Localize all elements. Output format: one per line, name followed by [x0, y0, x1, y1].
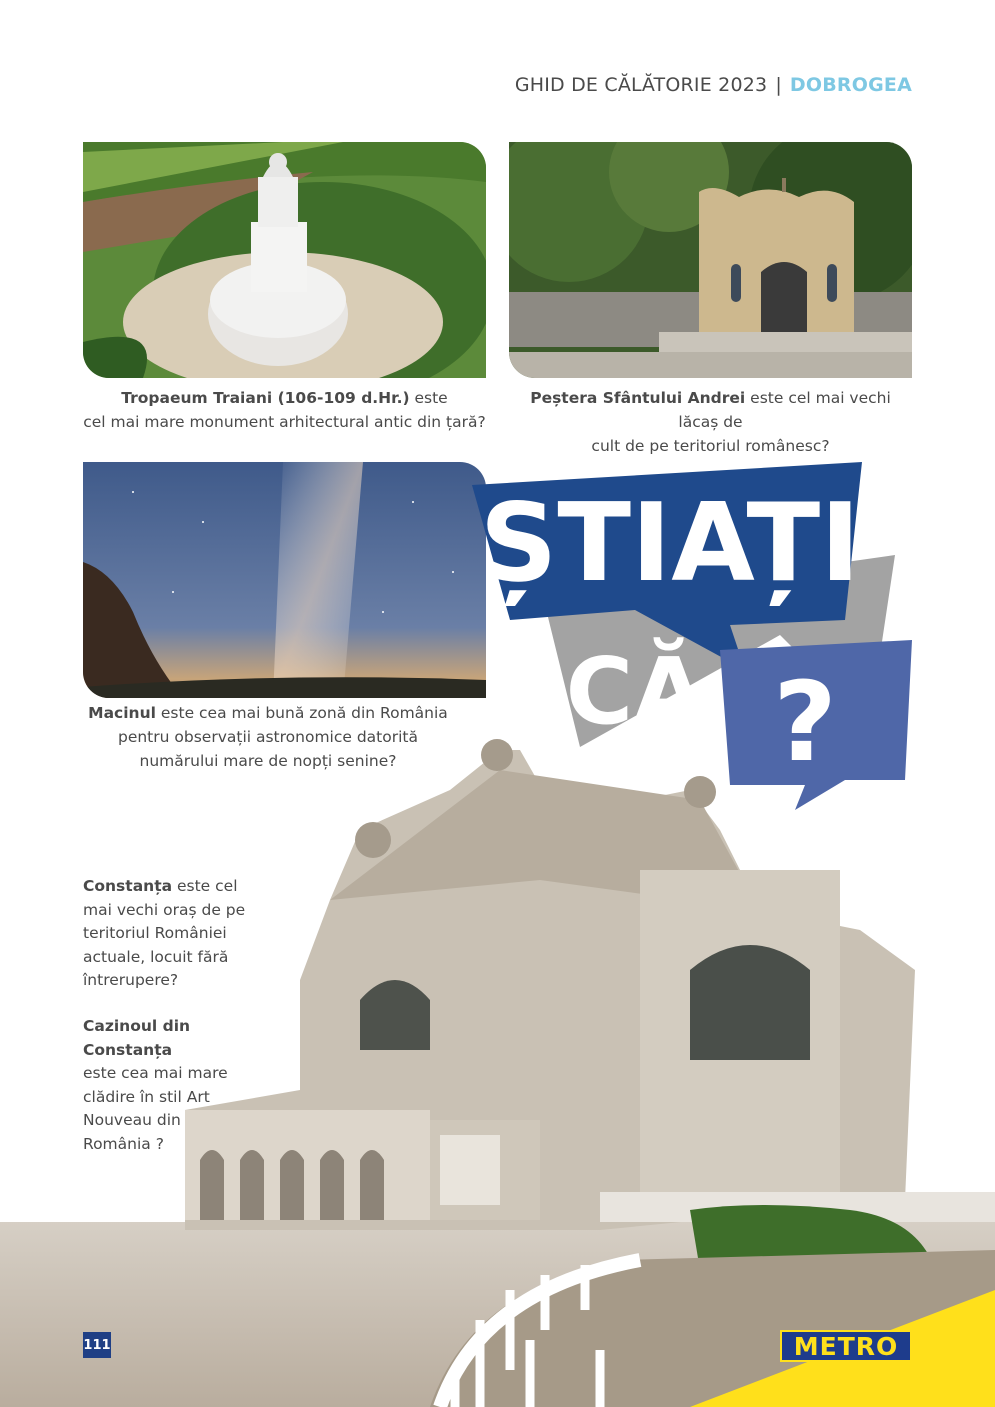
fact-title: Cazinoul din Constanța	[83, 1017, 191, 1059]
macin-night-sky-photo	[83, 462, 486, 698]
fact-line: întrerupere?	[83, 971, 179, 989]
caption-text: este	[409, 389, 448, 407]
page-number: 111	[83, 1332, 111, 1358]
caption-text: este cea mai bună zonă din România	[155, 704, 448, 722]
caption-text: cel mai mare monument arhitectural antic din țară?	[83, 413, 486, 431]
fact-constanta	[83, 875, 253, 993]
caption-tropaeum	[83, 386, 486, 434]
fact-line: teritoriul României	[83, 924, 227, 942]
banner-question-mark: ?	[773, 658, 837, 786]
fact-line: este cea mai mare	[83, 1064, 228, 1082]
page-header	[515, 74, 912, 96]
fact-line: actuale, locuit fără	[83, 947, 229, 966]
caption-text: numărului mare de nopți senine?	[139, 752, 397, 770]
tropaeum-traiani-photo	[83, 142, 486, 378]
caption-title: Tropaeum Traiani (106-109 d.Hr.)	[121, 389, 410, 407]
caption-text: este cel mai vechi lăcaș de	[678, 389, 891, 431]
caption-text: pentru observații astronomice datorită	[117, 728, 418, 746]
fact-line: Nouveau din România ?	[83, 1111, 181, 1153]
fact-cazinoul	[83, 1015, 253, 1156]
caption-title: Peștera Sfântului Andrei	[530, 389, 746, 407]
metro-logo: METRO	[780, 1330, 912, 1362]
caption-pestera	[509, 386, 912, 458]
pestera-sfantului-andrei-photo	[509, 142, 912, 378]
fact-line: clădire în stil Art	[83, 1087, 210, 1106]
caption-text: cult de pe teritoriul românesc?	[591, 437, 830, 455]
banner-word-stiati: ȘTIAȚI	[479, 481, 861, 606]
section-name: DOBROGEA	[789, 74, 912, 96]
fact-title: Constanța	[83, 877, 173, 895]
caption-title: Macinul	[88, 704, 156, 722]
header-separator: |	[775, 74, 782, 96]
fact-line: mai vechi oraș de pe	[83, 900, 246, 919]
banner-word-ca: CĂ	[565, 638, 705, 745]
guide-title: GHID DE CĂLĂTORIE 2023	[514, 74, 768, 96]
fact-line: este cel	[172, 877, 238, 895]
